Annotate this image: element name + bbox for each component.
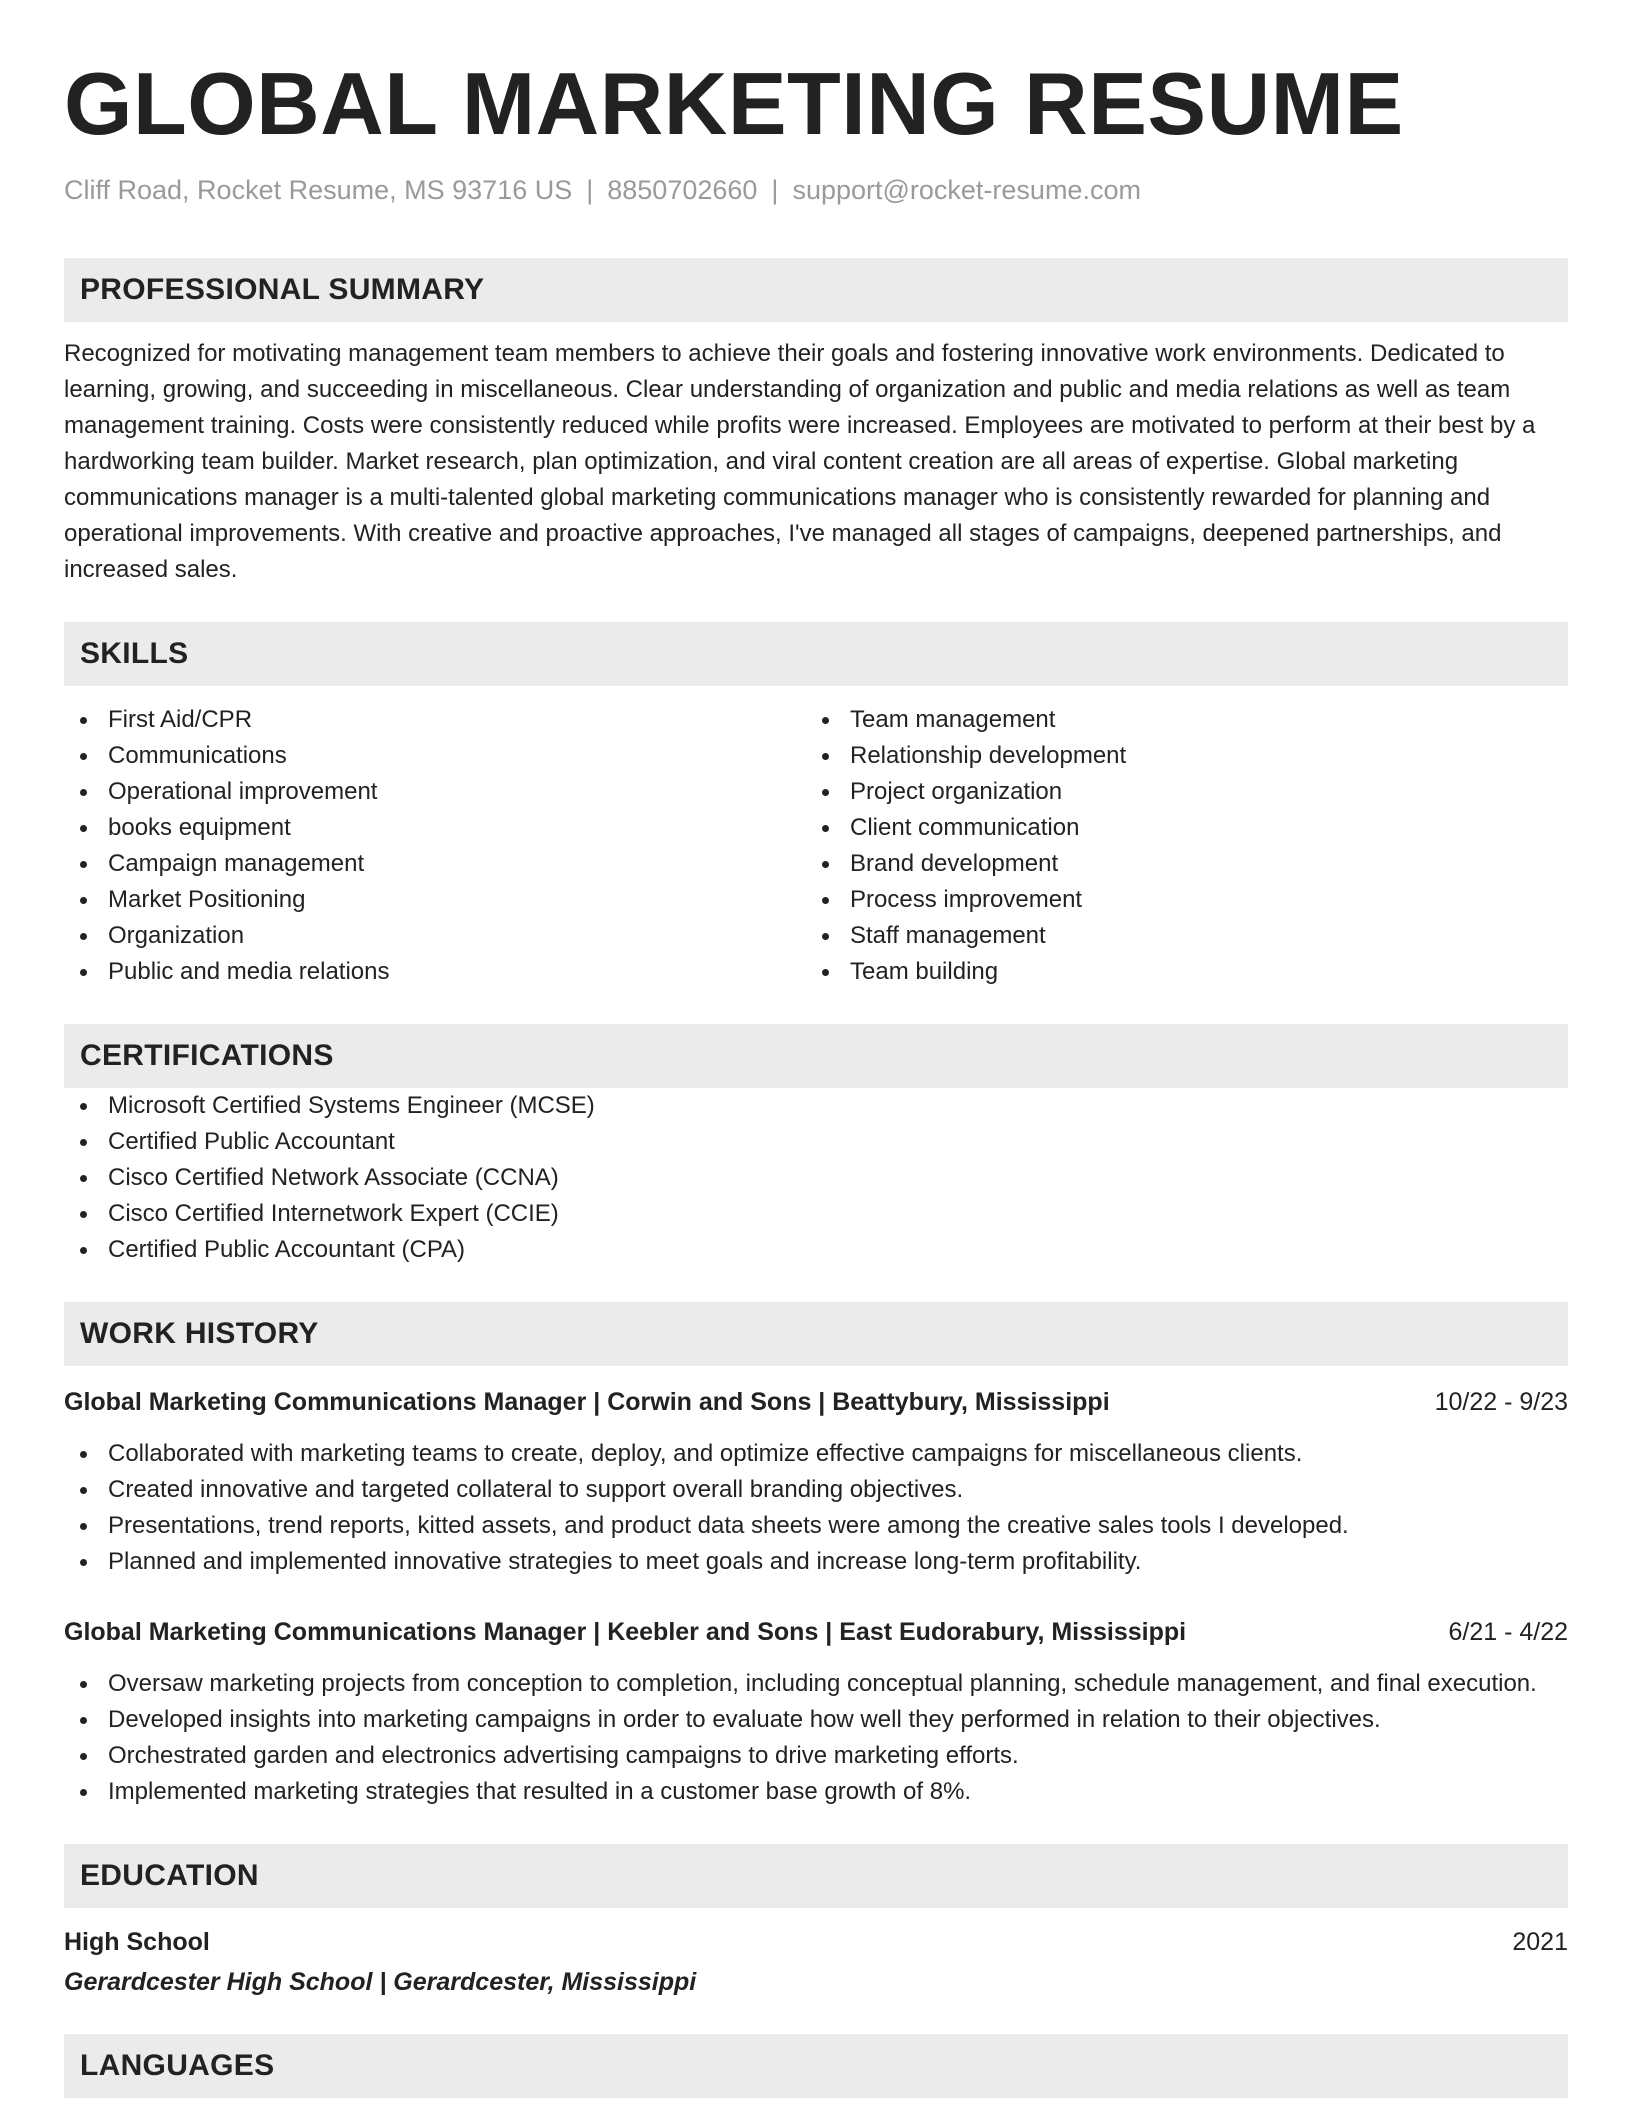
skill-item: Team building: [806, 954, 1548, 990]
contact-separator: |: [771, 175, 779, 205]
certification-item: Cisco Certified Network Associate (CCNA): [64, 1160, 1568, 1196]
job-title: Global Marketing Communications Manager | Corwin and Sons | Beattybury, Mississippi: [64, 1388, 1110, 1416]
skill-item: Campaign management: [64, 846, 806, 882]
contact-phone[interactable]: 8850702660: [607, 175, 758, 205]
certifications-list: [64, 1088, 1568, 1268]
job-bullet: Created innovative and targeted collateral to support overall branding objectives.: [64, 1472, 1568, 1508]
contact-address: Cliff Road, Rocket Resume, MS 93716 US: [64, 175, 573, 205]
skills-grid: [64, 702, 1568, 990]
job-title: Global Marketing Communications Manager | Keebler and Sons | East Eudorabury, Mississippi: [64, 1618, 1187, 1646]
job-header: [64, 1614, 1568, 1650]
job-bullet: Planned and implemented innovative strategies to meet goals and increase long-term profitability.: [64, 1544, 1568, 1580]
section-heading-education: EDUCATION: [64, 1844, 1568, 1908]
skill-item: Staff management: [806, 918, 1548, 954]
job-bullet: Oversaw marketing projects from conception to completion, including conceptual planning, schedule management, and final execution.: [64, 1666, 1568, 1702]
certification-item: Certified Public Accountant: [64, 1124, 1568, 1160]
skill-item: books equipment: [64, 810, 806, 846]
skills-list-right: [806, 702, 1548, 990]
contact-line: [64, 174, 1568, 206]
job-dates: 10/22 - 9/23: [1434, 1388, 1568, 1416]
skill-item: Operational improvement: [64, 774, 806, 810]
contact-separator: |: [586, 175, 594, 205]
education-school: Gerardcester High School | Gerardcester, Mississippi: [64, 1968, 697, 1996]
skill-item: Communications: [64, 738, 806, 774]
resume-content: [64, 52, 1568, 2098]
certification-item: Cisco Certified Internetwork Expert (CCIE): [64, 1196, 1568, 1232]
skill-item: First Aid/CPR: [64, 702, 806, 738]
certification-item: Certified Public Accountant (CPA): [64, 1232, 1568, 1268]
section-heading-work-history: WORK HISTORY: [64, 1302, 1568, 1366]
job-bullet: Orchestrated garden and electronics advertising campaigns to drive marketing efforts.: [64, 1738, 1568, 1774]
education-entry: [64, 1924, 1568, 2000]
skill-item: Market Positioning: [64, 882, 806, 918]
education-header: [64, 1924, 1568, 1960]
section-heading-languages: LANGUAGES: [64, 2034, 1568, 2098]
section-heading-skills: SKILLS: [64, 622, 1568, 686]
job-entry: [64, 1384, 1568, 1580]
section-heading-certifications: CERTIFICATIONS: [64, 1024, 1568, 1088]
certification-item: Microsoft Certified Systems Engineer (MCSE): [64, 1088, 1568, 1124]
skill-item: Process improvement: [806, 882, 1548, 918]
job-entry: [64, 1614, 1568, 1810]
skill-item: Relationship development: [806, 738, 1548, 774]
skill-item: Team management: [806, 702, 1548, 738]
job-bullet: Collaborated with marketing teams to create, deploy, and optimize effective campaigns for miscellaneous clients.: [64, 1436, 1568, 1472]
skills-column-right: [806, 702, 1548, 990]
education-year: 2021: [1512, 1928, 1568, 1956]
skills-column-left: [64, 702, 806, 990]
job-bullet: Implemented marketing strategies that resulted in a customer base growth of 8%.: [64, 1774, 1568, 1810]
skill-item: Client communication: [806, 810, 1548, 846]
job-bullets: [64, 1666, 1568, 1810]
summary-text: Recognized for motivating management team members to achieve their goals and fostering innovative work environments. Dedicated to learning, growing, and succeeding in miscellaneous. Clear understanding of organization and public and media relations as well as team management training. Costs were consistently reduced while profits were increased. Employees are motivated to perform at their best by a hardworking team builder. Market research, plan optimization, and viral content creation are all areas of expertise. Global marketing communications manager is a multi-talented global marketing communications manager who is consistently rewarded for planning and operational improvements. With creative and proactive approaches, I've managed all stages of campaigns, deepened partnerships, and increased sales.: [64, 340, 1536, 583]
education-degree: High School: [64, 1928, 210, 1956]
skills-list-left: [64, 702, 806, 990]
skill-item: Brand development: [806, 846, 1548, 882]
contact-email[interactable]: support@rocket-resume.com: [792, 175, 1141, 205]
job-bullets: [64, 1436, 1568, 1580]
resume-name: GLOBAL MARKETING RESUME: [64, 54, 1404, 153]
job-bullet: Presentations, trend reports, kitted assets, and product data sheets were among the creative sales tools I developed.: [64, 1508, 1568, 1544]
job-dates: 6/21 - 4/22: [1448, 1618, 1568, 1646]
job-header: [64, 1384, 1568, 1420]
skill-item: Public and media relations: [64, 954, 806, 990]
section-heading-summary: PROFESSIONAL SUMMARY: [64, 258, 1568, 322]
job-bullet: Developed insights into marketing campaigns in order to evaluate how well they performed in relation to their objectives.: [64, 1702, 1568, 1738]
skill-item: Project organization: [806, 774, 1548, 810]
skill-item: Organization: [64, 918, 806, 954]
